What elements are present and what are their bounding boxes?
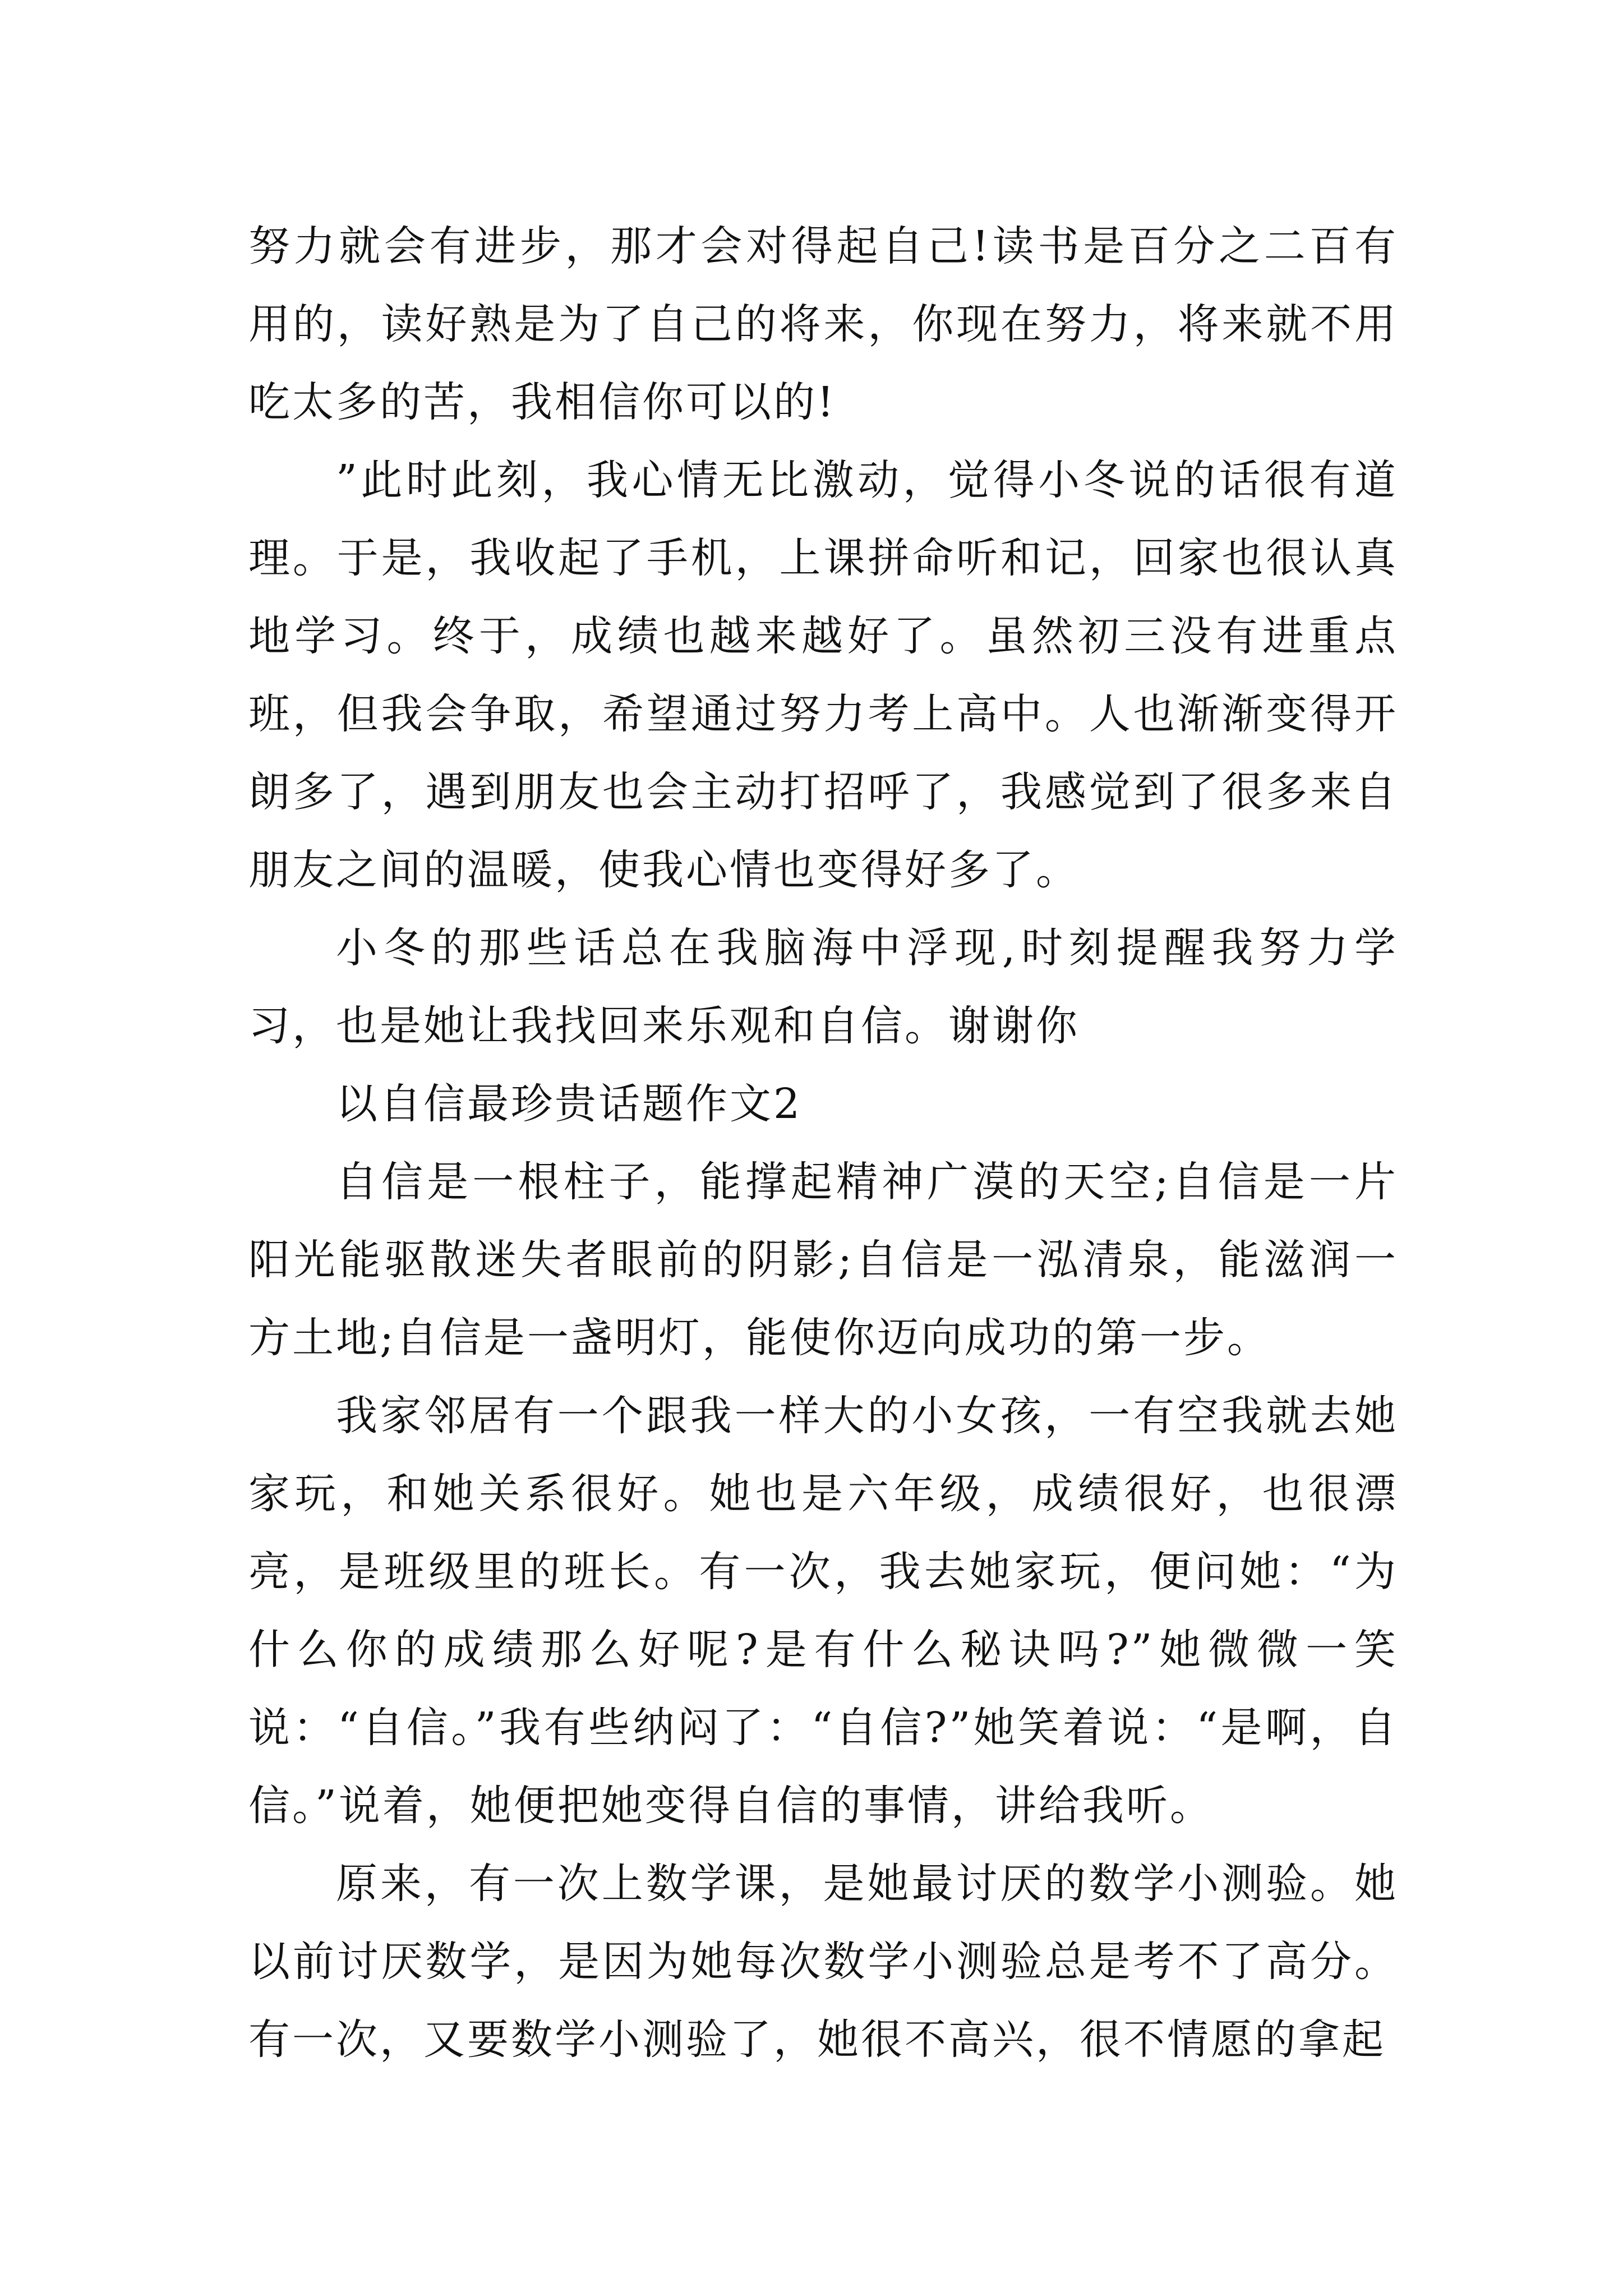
section-heading: 以自信最珍贵话题作文2 xyxy=(336,1080,803,1128)
paragraph-6: 原来，有一次上数学课，是她最讨厌的数学小测验。她以前讨厌数学，是因为她每次数学小测验总是考不了高分。有一次，又要数学小测验了，她很不高兴，很不情愿的拿起 xyxy=(248,1860,1398,2064)
paragraph-5: 我家邻居有一个跟我一样大的小女孩，一有空我就去她家玩，和她关系很好。她也是六年级，成绩很好，也很漂亮，是班级里的班长。有一次，我去她家玩，便问她：“为什么你的成绩那么好呢?是有什么秘诀吗?”她微微一笑说：“自信。”我有些纳闷了：“自信?”她笑着说：“是啊，自信。”说着，她便把她变得自信的事情，讲给我听。 xyxy=(248,1392,1398,1830)
paragraph-1: 努力就会有进步，那才会对得起自己!读书是百分之二百有用的，读好熟是为了自己的将来，你现在努力，将来就不用吃太多的苦，我相信你可以的! xyxy=(248,222,1398,426)
paragraph-4: 自信是一根柱子，能撑起精神广漠的天空;自信是一片阳光能驱散迷失者眼前的阴影;自信是一泓清泉，能滋润一方土地;自信是一盏明灯，能使你迈向成功的第一步。 xyxy=(248,1158,1398,1362)
paragraph-2: ”此时此刻，我心情无比激动，觉得小冬说的话很有道理。于是，我收起了手机，上课拼命听和记，回家也很认真地学习。终于，成绩也越来越好了。虽然初三没有进重点班，但我会争取，希望通过努力考上高中。人也渐渐变得开朗多了，遇到朋友也会主动打招呼了，我感觉到了很多来自朋友之间的温暖，使我心情也变得好多了。 xyxy=(248,456,1398,894)
paragraph-3: 小冬的那些话总在我脑海中浮现,时刻提醒我努力学习，也是她让我找回来乐观和自信。谢谢你 xyxy=(248,924,1398,1050)
body-text xyxy=(248,208,1398,2079)
